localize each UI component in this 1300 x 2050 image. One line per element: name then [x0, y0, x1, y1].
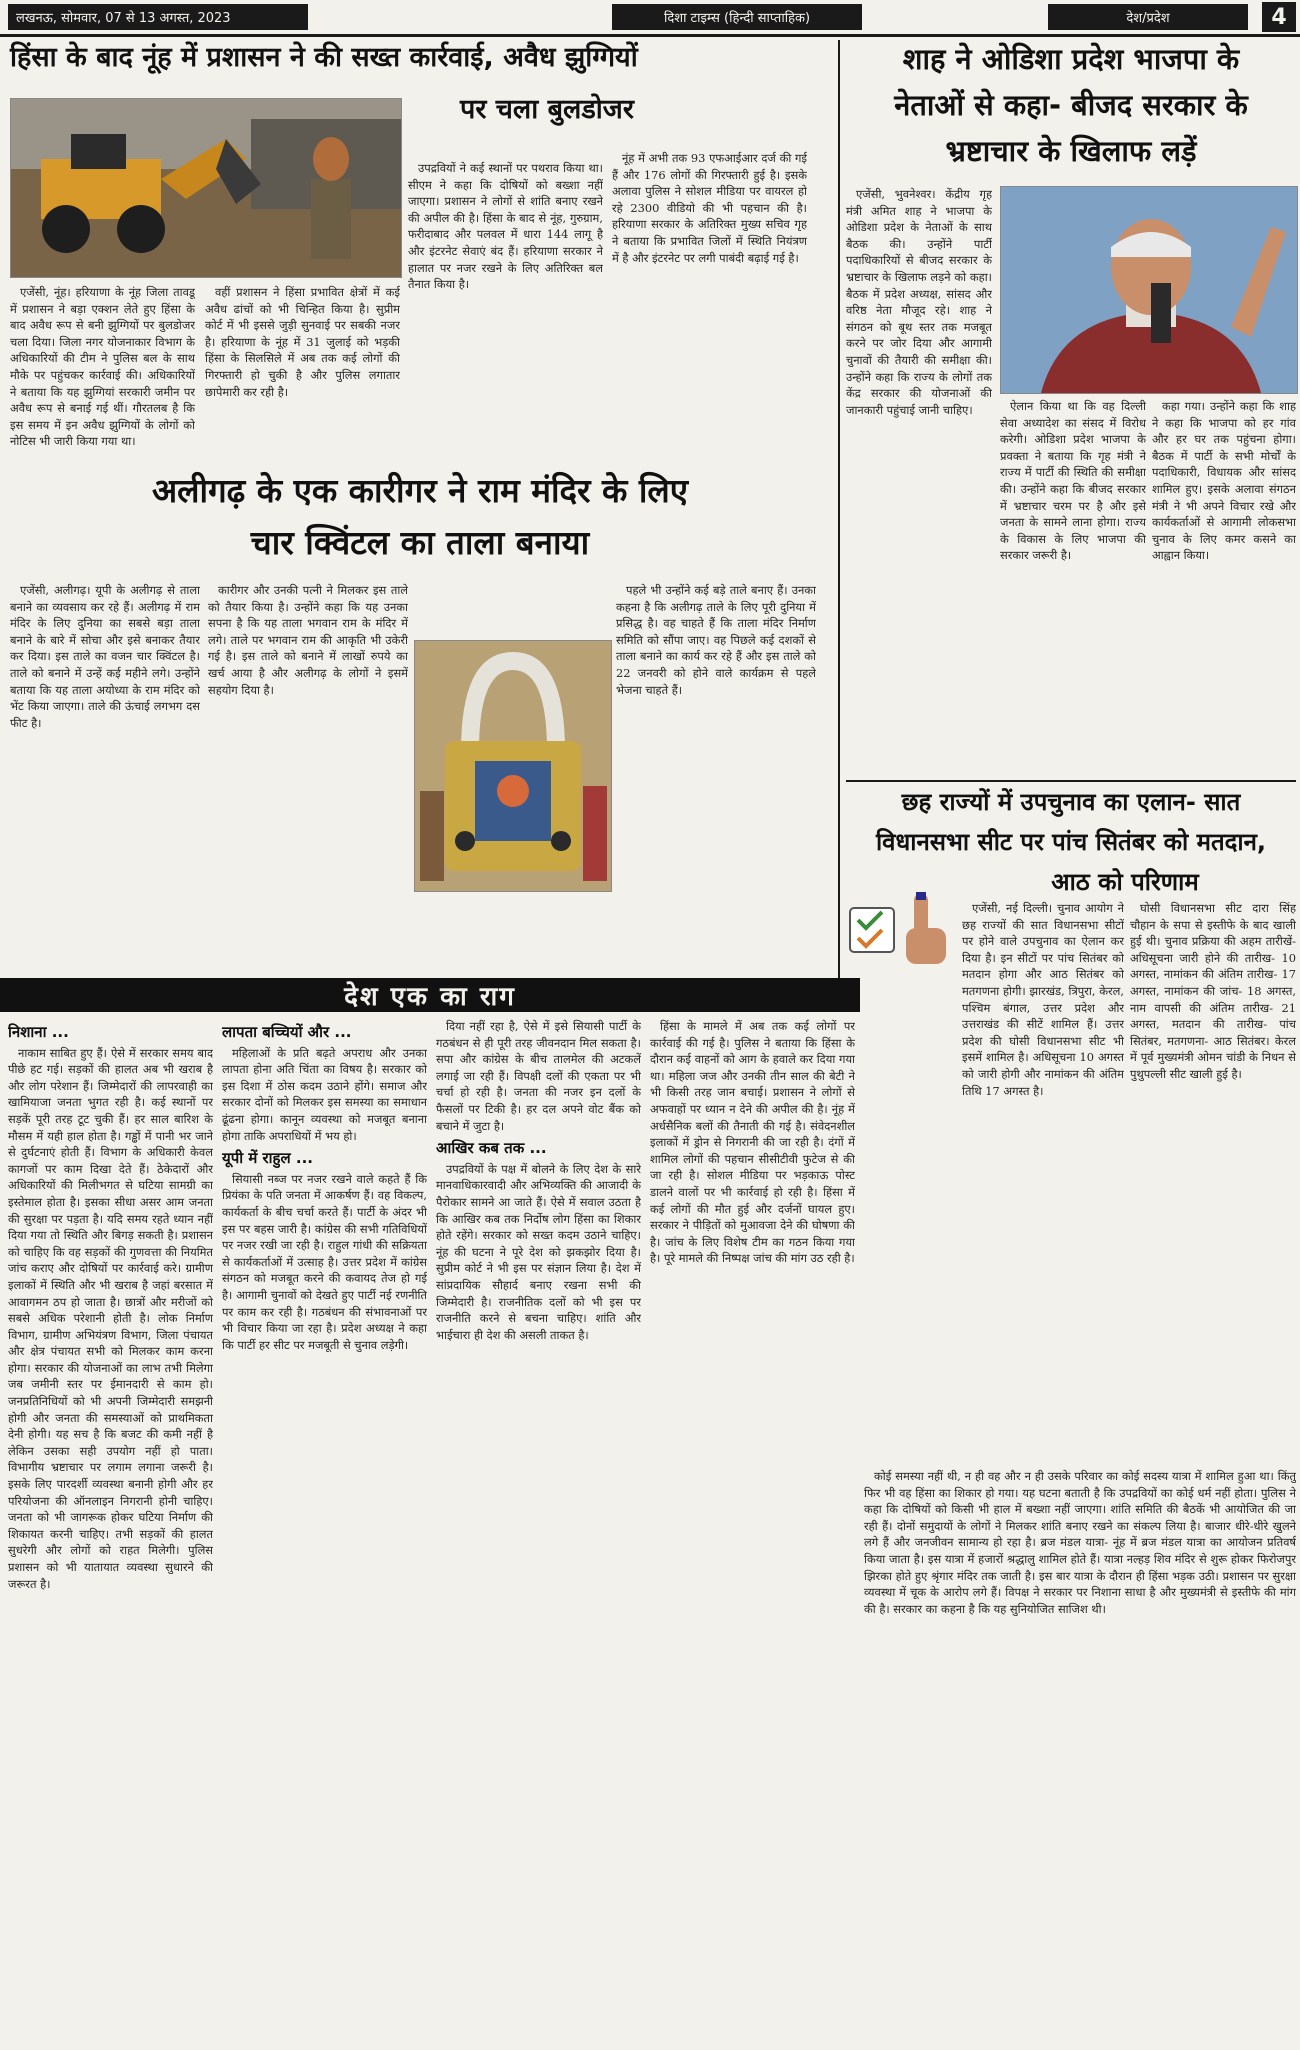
shah-column-3: कहा गया। उन्होंने कहा कि शाह ने कहा कि भाजपा को हर गांव और हर घर तक पहुंचना होगा। बैठक में पार्टी के सभी मोर्चों के पदाधिकारी, विधायक और सांसद शामिल हुए। इसके अलावा संगठन मंत्री ने भी अपने विचार रखे और कार्यकर्ताओं से आगामी लोकसभा चुनाव के लिए कमर कसने का आह्वान किया।: [1152, 399, 1296, 563]
page-number: 4: [1262, 2, 1296, 32]
nuh-headline-line2: पर चला बुलडोजर: [460, 94, 634, 125]
lock-column-4: पहले भी उन्होंने कई बड़े ताले बनाए हैं। उनका कहना है कि अलीगढ़ ताले के लिए पूरी दुनिया में प्रसिद्ध है। वह चाहते हैं कि ताला मंदिर निर्माण समिति को सौंपा जाए। वह पिछले कई दशकों से ताला बनाने का कार्य कर रहे हैं और इस ताले को 22 जनवरी को होने वाले कार्यक्रम से पहले भेजना चाहते हैं।: [616, 583, 816, 697]
section-banner: देश एक का राग: [0, 978, 860, 1012]
column-divider: [838, 40, 840, 980]
lower-column-3: दिया नहीं रहा है, ऐसे में इसे सियासी पार्टी के गठबंधन से ही पूरी तरह जीवनदान मिल सकता है। सपा और कांग्रेस के बीच तालमेल की अटकलें लगाई जा रही हैं। विपक्षी दलों की एकता पर भी चर्चा हो रही है। जनता की नजर इन दलों के फैसलों पर टिकी है। हर दल अपने वोट बैंक को बचाने में जुटा है। आखिर कब तक ... उपद्रवियों के पक्ष में बोलने के लिए देश के सारे मानवाधिकारवादी और अभिव्यक्ति की आजादी के पैरोकार सामने आ जाते हैं। ऐसे में सवाल उठता है कि आखिर कब तक निर्दोष लोग हिंसा का शिकार होते रहेंगे। सरकार को सख्त कदम उठाने चाहिए। नूंह की घटना ने पूरे देश को झकझोर दिया है। सुप्रीम कोर्ट ने भी इस पर संज्ञान लिया है। देश में सांप्रदायिक सौहार्द बनाए रखना सभी की जिम्मेदारी है। राजनीतिक दलों को भी इस पर राजनीति करने से बचना चाहिए। शांति और भाईचारा ही देश की असली ताकत है।: [436, 1019, 641, 1342]
voting-graphic: [846, 888, 956, 968]
date-line: लखनऊ, सोमवार, 07 से 13 अगस्त, 2023: [8, 4, 308, 30]
nuh-headline-line1: हिंसा के बाद नूंह में प्रशासन ने की सख्त कार्रवाई, अवैध झुग्गियों: [10, 42, 638, 73]
lower-column-1: निशाना ... नाकाम साबित हुए हैं। ऐसे में सरकार समय बाद पीछे हट गई। सड़कों की हालत अब भी खराब है और लोग परेशान हैं। जिम्मेदारों की लापरवाही का खामियाजा जनता भुगत रही है। कई स्थानों पर सड़कें पूरी तरह टूट चुकी हैं। हर साल बारिश के मौसम में यही हाल होता है। गड्ढों में पानी भर जाने से दुर्घटनाएं होती हैं। विभाग के अधिकारी केवल कागजों पर काम दिखा देते हैं। ठेकेदारों और अधिकारियों की मिलीभगत से घटिया सामग्री का इस्तेमाल होता है। इसका सीधा असर आम जनता की सुरक्षा पर पड़ता है। यदि समय रहते ध्यान नहीं दिया गया तो स्थिति और बिगड़ सकती है। प्रशासन को चाहिए कि वह सड़कों की गुणवत्ता की नियमित जांच कराए और दोषियों पर कार्रवाई करे। ग्रामीण इलाकों में स्थिति और भी खराब है जहां बरसात में आवागमन ठप हो जाता है। छात्रों और मरीजों को सबसे अधिक परेशानी होती है। लोक निर्माण विभाग, ग्रामीण अभियंत्रण विभाग, जिला पंचायत और क्षेत्र पंचायत सभी को मिलकर काम करना होगा। सरकार की योजनाओं का लाभ तभी मिलेगा जब जमीनी स्तर पर ईमानदारी से काम हो। जनप्रतिनिधियों को भी अपनी जिम्मेदारी समझनी होगी और जनता की समस्याओं को प्राथमिकता देनी होगी। यह सच है कि बजट की कमी नहीं है लेकिन उसका सही उपयोग नहीं हो पाता। विभागीय भ्रष्टाचार पर लगाम लगाना जरूरी है। इसके लिए पारदर्शी व्यवस्था बनानी होगी और हर परियोजना की ऑनलाइन निगरानी होनी चाहिए। जनता को भी जागरूक होकर घटिया निर्माण की शिकायत करनी चाहिए। तभी सड़कों की हालत सुधरेगी और लोगों को राहत मिलेगी। पुलिस प्रशासन को भी यातायात व्यवस्था सुधारने की जरूरत है।: [8, 1023, 213, 1591]
nuh-column-1: एजेंसी, नूंह। हरियाणा के नूंह जिला तावडू में प्रशासन ने बड़ा एक्शन लेते हुए हिंसा के बाद अवैध रूप से बनी झुग्गियों पर बुलडोजर चला दिया। जिला नगर योजनाकार विभाग के अधिकारियों की टीम ने पुलिस बल के साथ मौके पर पहुंचकर कार्रवाई की। अधिकारियों ने बताया कि यह झुग्गियां सरकारी जमीन पर अवैध रूप से बनाई गई थीं। गौरतलब है कि इस समय में इन अवैध झुग्गियों के लोगों को नोटिस भी जारी किया गया था।: [10, 285, 195, 449]
masthead-rule: [0, 34, 1300, 37]
lower-column-4: हिंसा के मामले में अब तक कई लोगों पर कार्रवाई की गई है। पुलिस ने बताया कि हिंसा के दौरान कई वाहनों को आग के हवाले कर दिया गया था। महिला जज और उनकी तीन साल की बेटी ने भी किसी तरह जान बचाई। प्रशासन ने लोगों से अफवाहों पर ध्यान न देने की अपील की है। नूंह में अर्धसैनिक बलों की तैनाती की गई है। संवेदनशील इलाकों में ड्रोन से निगरानी की जा रही है। दंगों में शामिल लोगों की पहचान सीसीटीवी फुटेज से की जा रही है। सोशल मीडिया पर भड़काऊ पोस्ट डालने वालों पर भी कार्रवाई हो रही है। हिंसा में कई लोगों की मौत हुई और दर्जनों घायल हुए। सरकार ने पीड़ितों को मुआवजा देने की घोषणा की है। जांच के लिए विशेष टीम का गठन किया गया है। पूरे मामले की निष्पक्ष जांच की मांग उठ रही है।: [650, 1019, 855, 1266]
lower-column-5: कोई समस्या नहीं थी, न ही वह और न ही उसके परिवार का कोई सदस्य यात्रा में शामिल हुआ था। किंतु फिर भी वह हिंसा का शिकार हो गया। यह घटना बताती है कि उपद्रवियों का कोई धर्म नहीं होता। पुलिस ने कहा कि दोषियों को किसी भी हाल में बख्शा नहीं जाएगा। शांति समिति की बैठकें भी आयोजित की जा रही हैं। दोनों समुदायों के लोगों ने मिलकर शांति बनाए रखने का संकल्प लिया है। बाजार धीरे-धीरे खुलने लगे हैं और जनजीवन सामान्य हो रहा है। ब्रज मंडल यात्रा- नूंह में ब्रज मंडल यात्रा का आयोजन प्रतिवर्ष किया जाता है। इस यात्रा में हजारों श्रद्धालु शामिल होते हैं। यात्रा नल्हड़ शिव मंदिर से शुरू होकर फिरोजपुर झिरका होते हुए श्रृंगार मंदिर तक जाती है। इस बार यात्रा के दौरान ही हिंसा भड़क उठी। प्रशासन पर सुरक्षा व्यवस्था में चूक के आरोप लगे हैं। विपक्ष ने सरकार पर निशाना साधा है और मुख्यमंत्री से इस्तीफे की मांग की है। सरकार का कहना है कि यह सुनियोजित साजिश थी।: [864, 1469, 1296, 1616]
nuh-column-3: उपद्रवियों ने कई स्थानों पर पथराव किया था। सीएम ने कहा कि दोषियों को बख्शा नहीं जाएगा। प्रशासन ने लोगों से शांति बनाए रखने की अपील की है। हिंसा के बाद से नूंह, गुरुग्राम, फरीदाबाद और पलवल में धारा 144 लागू है और इंटरनेट सेवाएं बंद हैं। हरियाणा सरकार ने हालात पर नजर रखने के लिए अतिरिक्त बल तैनात किया है।: [408, 161, 603, 292]
bypoll-headline-line3: आठ को परिणाम: [1051, 868, 1199, 896]
bypoll-headline-line2: विधानसभा सीट पर पांच सितंबर को मतदान,: [875, 828, 1267, 856]
bypoll-column-1: एजेंसी, नई दिल्ली। चुनाव आयोग ने छह राज्यों की सात विधानसभा सीटों पर होने वाले उपचुनाव का ऐलान कर दिया है। इन सीटों पर पांच सितंबर को मतदान होगा और आठ सितंबर को मतगणना होगी। झारखंड, त्रिपुरा, केरल, पश्चिम बंगाल, उत्तर प्रदेश और उत्तराखंड की सीटें शामिल हैं। उत्तर प्रदेश की घोसी विधानसभा सीट भी इसमें शामिल है। अधिसूचना 10 अगस्त को जारी होगी और नामांकन की अंतिम तिथि 17 अगस्त है।: [962, 901, 1124, 1098]
bypoll-column-2: घोसी विधानसभा सीट दारा सिंह चौहान के सपा से इस्तीफे के बाद खाली हुई थी। चुनाव प्रक्रिया की अहम तारीखें- अधिसूचना जारी होने की तारीख- 10 अगस्त, नामांकन की अंतिम तारीख- 17 अगस्त, नामांकन की जांच- 18 अगस्त, नाम वापसी की अंतिम तारीख- 21 अगस्त, मतदान की तारीख- पांच सितंबर, मतगणना- आठ सितंबर। केरल में पूर्व मुख्यमंत्री ओमन चांडी के निधन से पुथुपल्ली सीट खाली हुई है।: [1130, 901, 1296, 1081]
lock-headline-line1: अलीगढ़ के एक कारीगर ने राम मंदिर के लिए: [151, 471, 689, 510]
giant-lock-photo: [414, 640, 612, 892]
masthead: [0, 0, 1300, 34]
paper-name: दिशा टाइम्स (हिन्दी साप्ताहिक): [612, 4, 862, 30]
nuh-column-2: वहीं प्रशासन ने हिंसा प्रभावित क्षेत्रों में कई अवैध ढांचों को भी चिन्हित किया है। सुप्रीम कोर्ट में भी इससे जुड़ी सुनवाई पर सबकी नजर है। हरियाणा के नूंह में 31 जुलाई को भड़की हिंसा के सिलसिले में अब तक कई लोगों की गिरफ्तारी हो चुकी है और पुलिस लगातार छापेमारी कर रही है।: [205, 285, 400, 399]
shah-headline-line1: शाह ने ओडिशा प्रदेश भाजपा के: [902, 42, 1240, 76]
lock-column-1: एजेंसी, अलीगढ़। यूपी के अलीगढ़ से ताला बनाने का व्यवसाय कर रहे हैं। अलीगढ़ में राम मंदिर के लिए दुनिया का सबसे बड़ा ताला बनाने के बारे में सोचा और इसे बनाकर तैयार कर दिया। इस ताले का वजन चार क्विंटल है। ताले को बनाने में उन्हें कई महीने लगे। उन्होंने बताया कि यह ताला अयोध्या के राम मंदिर को भेंट किया जाएगा। ताले की ऊंचाई लगभग दस फीट है।: [10, 583, 200, 730]
bypoll-headline-line1: छह राज्यों में उपचुनाव का एलान- सात: [901, 788, 1241, 816]
lock-headline-line2: चार क्विंटल का ताला बनाया: [250, 523, 590, 562]
section-label: देश/प्रदेश: [1048, 4, 1248, 30]
subhead-rahul: यूपी में राहुल ...: [222, 1149, 313, 1168]
subhead-lapata: लापता बच्चियों और ...: [222, 1023, 352, 1041]
shah-headline-line3: भ्रष्टाचार के खिलाफ लड़ें: [945, 134, 1197, 168]
shah-headline-line2: नेताओं से कहा- बीजद सरकार के: [894, 88, 1248, 122]
subhead-aakhir: आखिर कब तक ...: [436, 1139, 547, 1158]
shah-column-1: एजेंसी, भुवनेश्वर। केंद्रीय गृह मंत्री अमित शाह ने भाजपा के ओडिशा प्रदेश के नेताओं के साथ बैठक की। उन्होंने पार्टी पदाधिकारियों से बीजद सरकार के भ्रष्टाचार के खिलाफ लड़ने को कहा। बैठक में प्रदेश अध्यक्ष, सांसद और वरिष्ठ नेता मौजूद रहे। शाह ने संगठन को बूथ स्तर तक मजबूत करने पर जोर दिया और आगामी चुनावों की तैयारी की समीक्षा की। उन्होंने कहा कि राज्य के लोगों तक केंद्र सरकार की योजनाओं की जानकारी पहुंचाई जानी चाहिए।: [846, 187, 992, 417]
amit-shah-photo: [1000, 186, 1298, 394]
subhead-nishana: निशाना ...: [8, 1023, 69, 1041]
lock-column-2: कारीगर और उनकी पत्नी ने मिलकर इस ताले को तैयार किया है। उन्होंने कहा कि यह उनका सपना है कि यह ताला भगवान राम के मंदिर में लगे। ताले पर भगवान राम की आकृति भी उकेरी गई है। इस ताले को बनाने में लाखों रुपये का खर्च आया है और अलीगढ़ के लोगों ने इसमें सहयोग दिया है।: [208, 583, 408, 697]
lower-column-2: लापता बच्चियों और ... महिलाओं के प्रति बढ़ते अपराध और उनका लापता होना अति चिंता का विषय है। सरकार को इस दिशा में ठोस कदम उठाने होंगे। समाज और सरकार दोनों को मिलकर इस समस्या का समाधान ढूंढना होगा। कानून व्यवस्था को मजबूत बनाना होगा ताकि अपराधियों में भय हो। यूपी में राहुल ... सियासी नब्ज पर नजर रखने वाले कहते हैं कि प्रियंका के पति जनता में आकर्षण हैं। वह विकल्प, कार्यकर्ता के बीच चर्चा करते हैं। पार्टी के अंदर भी इस पर बहस जारी है। कांग्रेस की सभी गतिविधियों पर नजर रखी जा रही है। राहुल गांधी की सक्रियता से कार्यकर्ताओं में उत्साह है। उत्तर प्रदेश में कांग्रेस संगठन को मजबूत करने की कवायद तेज हो गई है। आगामी चुनावों को देखते हुए पार्टी नई रणनीति पर काम कर रही है। गठबंधन की संभावनाओं पर भी विचार किया जा रहा है। प्रदेश अध्यक्ष ने कहा कि पार्टी हर सीट पर मजबूती से चुनाव लड़ेगी।: [222, 1023, 427, 1352]
bulldozer-photo: [10, 98, 402, 278]
nuh-column-4: नूंह में अभी तक 93 एफआईआर दर्ज की गई हैं और 176 लोगों की गिरफ्तारी हुई है। इसके अलावा पुलिस ने सोशल मीडिया पर वायरल हो रहे 2300 वीडियो की भी पहचान की है। हरियाणा सरकार के अतिरिक्त मुख्य सचिव गृह ने बताया कि प्रभावित जिलों में स्थिति नियंत्रण में है और इंटरनेट पर लगी पाबंदी बढ़ाई गई है।: [612, 151, 807, 265]
shah-column-2: ऐलान किया था कि वह दिल्ली सेवा अध्यादेश का संसद में विरोध करेगी। ओडिशा प्रदेश भाजपा के प्रवक्ता ने बताया कि गृह मंत्री ने राज्य में पार्टी की स्थिति की समीक्षा की। उन्होंने कहा कि बीजद सरकार में भ्रष्टाचार चरम पर है और इसे जनता के सामने लाना होगा। राज्य के विकास के लिए भाजपा की सरकार जरूरी है।: [1000, 399, 1146, 563]
shah-divider: [846, 780, 1296, 782]
